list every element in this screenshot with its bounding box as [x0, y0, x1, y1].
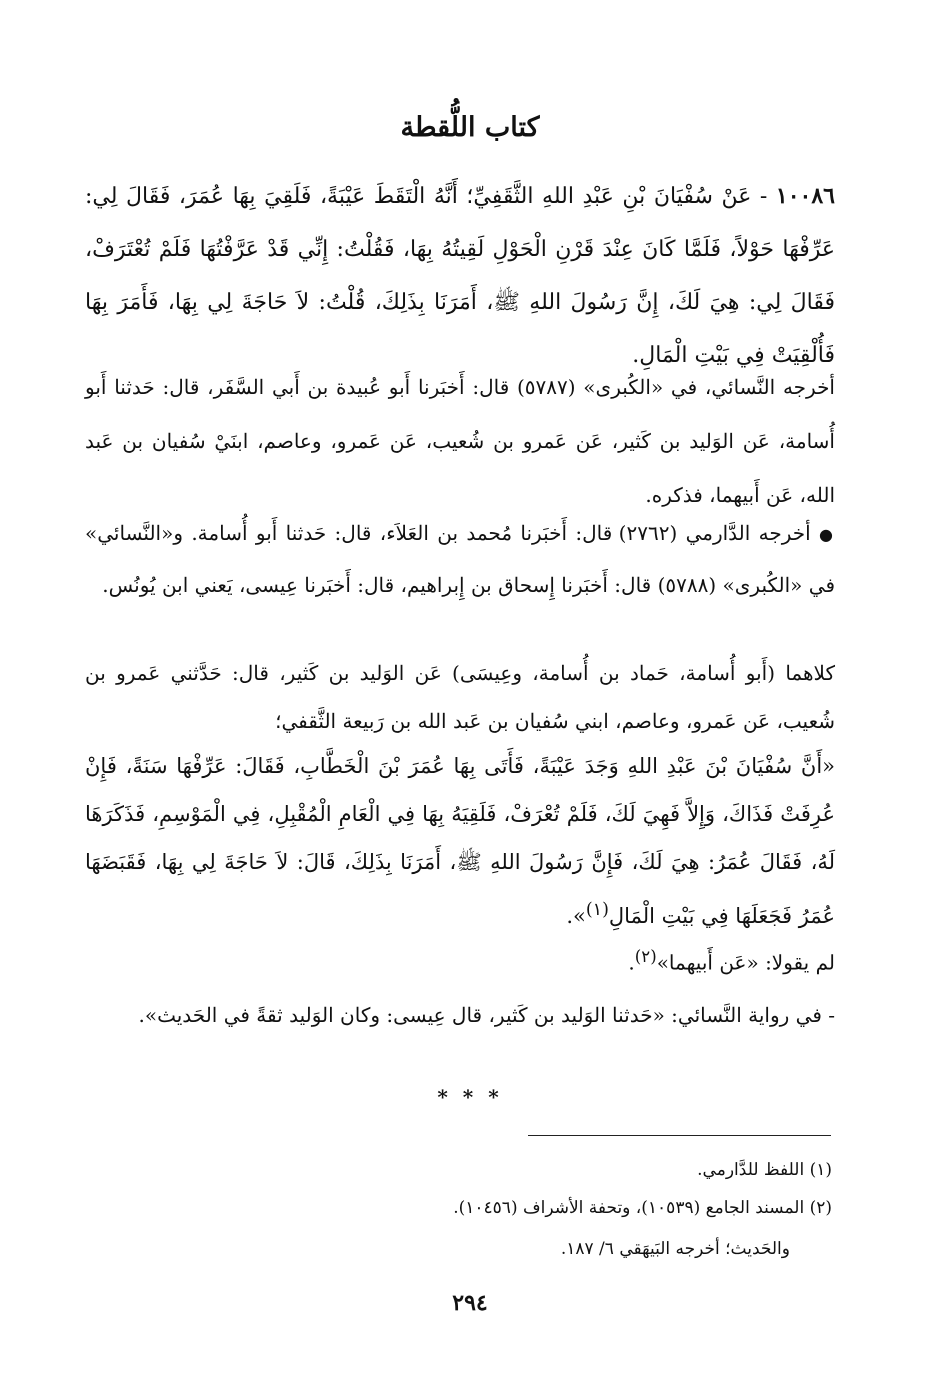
- quote-text: «أَنَّ سُفْيَانَ بْنَ عَبْدِ اللهِ وَجَدَ عَيْبَةً، فَأَتَى بِهَا عُمَرَ بْنَ الْخَطَّابِ، فَقَالَ: عَرِّفْهَا سَنَةً، فَإِنْ عُرِفَتْ فَذَاكَ، وَإِلاَّ فَهِيَ لَكَ، فَلَمْ تُعْرَفْ، فَلَقِيَهُ بِهَا فِي الْعَامِ الْمُقْبِلِ، فِي الْمَوْسِمِ، فَذَكَرَهَا لَهُ، فَقَالَ عُمَرُ: هِيَ لَكَ، فَإِنَّ رَسُولَ اللهِ ﷺ، أَمَرَنَا بِذَلِكَ، قَالَ: لاَ حَاجَةَ لِي بِهَا، فَقَبَضَهَا عُمَرُ فَجَعَلَهَا فِي بَيْتِ الْمَالِ: [85, 754, 835, 928]
- source-paragraph-2: [85, 508, 835, 610]
- note-1: [85, 934, 835, 986]
- page-title: كتاب اللُّقطة: [400, 112, 540, 143]
- footnote-ref-1: (١): [585, 900, 609, 920]
- hadith-number: ١٠٠٨٦: [775, 183, 835, 209]
- quote-end: ».: [566, 904, 586, 928]
- source-paragraph-3: كلاهما (أَبو أُسامة، حَماد بن أُسامة، وعِيسَى) عَن الوَليد بن كَثير، قال: حَدَّثني عَمرو بن شُعيب، عَن عَمرو، وعاصم، ابني سُفيان بن عَبد الله بن رَبيعة الثَّقفي؛: [85, 661, 835, 733]
- source-paragraph-1: أخرجه النَّسائي، في «الكُبرى» (٥٧٨٧) قال: أَخبَرنا أَبو عُبيدة بن أَبي السَّفَر، قال: حَدثنا أَبو أُسامة، عَن الوَليد بن كَثير، عَن عَمرو بن شُعيب، عَن عَمرو، وعاصم، ابنَيْ سُفيان بن عَبد الله، عَن أَبيهما، فذكره.: [85, 375, 835, 507]
- footnote-ref-2: (٢): [634, 947, 657, 966]
- hadith-body: - عَنْ سُفْيَانَ بْنِ عَبْدِ اللهِ الثَّقَفِيِّ؛ أَنَّهُ الْتَقَطَ عَيْبَةً، فَلَقِيَ بِهَا عُمَرَ، فَقَالَ لِي: عَرِّفْهَا حَوْلاً، فَلَمَّا كَانَ عِنْدَ قَرْنِ الْحَوْلِ لَقِيتُهُ بِهَا، فَقُلْتُ: إِنِّي قَدْ عَرَّفْتُهَا فَلَمْ تُعْتَرَفْ، فَقَالَ لِي: هِيَ لَكَ، إِنَّ رَسُولَ اللهِ ﷺ، أَمَرَنَا بِذَلِكَ، قُلْتُ: لاَ حَاجَةَ لِي بِهَا، فَأَمَرَ بِهَا فَأُلْقِيَتْ فِي بَيْتِ الْمَالِ.: [85, 184, 835, 368]
- section-separator: * * *: [437, 1085, 503, 1109]
- footnote-2-continued: والحَديث؛ أخرجه البَيهَقي ٦/ ١٨٧.: [560, 1239, 790, 1259]
- hadith-quote: [85, 742, 835, 940]
- hadith-text: [85, 170, 835, 382]
- note-1-text: لم يقولا: «عَن أَبيهما»: [656, 950, 835, 975]
- page-number: ٢٩٤: [452, 1290, 488, 1316]
- note-2: - في رواية النَّسائي: «حَدثنا الوَليد بن كَثير، قال عِيسى: وكان الوَليد ثقةً في الحَديث».: [138, 1003, 835, 1027]
- bullet-icon: ●: [819, 525, 835, 544]
- source-paragraph-2-text: أخرجه الدَّارمي (٢٧٦٢) قال: أَخبَرنا مُحمد بن العَلاَء، قال: حَدثنا أَبو أُسامة. و«النَّسائي» في «الكُبرى» (٥٧٨٨) قال: أَخبَرنا إِسحاق بن إِبراهيم، قال: أَخبَرنا عِيسى، يَعني ابن يُونُس.: [85, 521, 835, 597]
- footnote-2: (٢) المسند الجامع (١٠٥٣٩)، وتحفة الأشراف (١٠٤٥٦).: [453, 1198, 832, 1218]
- footnote-1: (١) اللفظ للدَّارمي.: [697, 1160, 832, 1180]
- footnote-divider: [528, 1135, 831, 1136]
- note-1-end: .: [628, 950, 635, 975]
